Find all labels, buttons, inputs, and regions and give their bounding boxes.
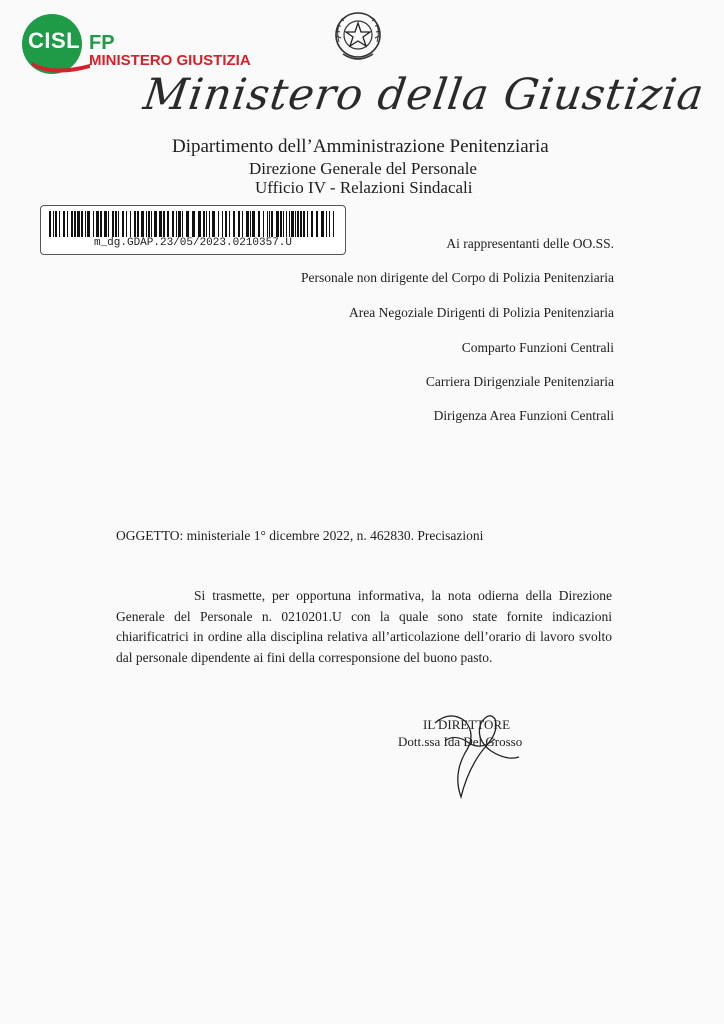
cisl-stripe-icon <box>32 60 90 74</box>
signatory-name: Dott.ssa Ida Del Grosso <box>398 734 523 749</box>
body-paragraph: Si trasmette, per opportuna informativa, la nota odierna della Direzione Generale del Personale n. 0210201.U con la quale sono state fornite indicazioni chiarificatrici in ordine alla disciplina relativa all’articolazione dell’orario di lavoro svolto dal personale dipendente ai fini della corresponsione del buono pasto. <box>116 588 612 665</box>
protocol-barcode <box>40 205 346 255</box>
recipient-line: Carriera Dirigenziale Penitenziaria <box>425 374 614 389</box>
department-heading: Dipartimento dell’Amministrazione Penitenziaria <box>172 136 549 157</box>
cisl-organization-text: MINISTERO GIUSTIZIA <box>89 52 251 69</box>
signatory-title: IL DIRETTORE <box>423 717 511 732</box>
recipient-line: Area Negoziale Dirigenti di Polizia Penitenziaria <box>348 305 614 320</box>
handwritten-signature-icon <box>395 705 535 805</box>
recipient-line: Comparto Funzioni Centrali <box>461 340 614 355</box>
recipient-line: Ai rappresentanti delle OO.SS. <box>446 236 614 251</box>
ministry-title: Ministero della Giustizia <box>140 70 708 120</box>
subject-line: OGGETTO: ministeriale 1° dicembre 2022, n. 462830. Precisazioni <box>116 528 484 543</box>
italian-republic-emblem-icon <box>331 8 385 66</box>
recipient-line: Personale non dirigente del Corpo di Polizia Penitenziaria <box>300 270 614 285</box>
cisl-fp-text: FP <box>89 32 115 54</box>
barcode-icon <box>49 211 337 237</box>
office-heading: Ufficio IV - Relazioni Sindacali <box>255 178 473 197</box>
letter-body <box>116 586 612 668</box>
directorate-heading: Direzione Generale del Personale <box>249 159 477 178</box>
protocol-code: m_dg.GDAP.23/05/2023.0210357.U <box>93 237 293 249</box>
recipient-line: Dirigenza Area Funzioni Centrali <box>433 408 614 423</box>
cisl-brand-text: CISL <box>28 28 81 53</box>
